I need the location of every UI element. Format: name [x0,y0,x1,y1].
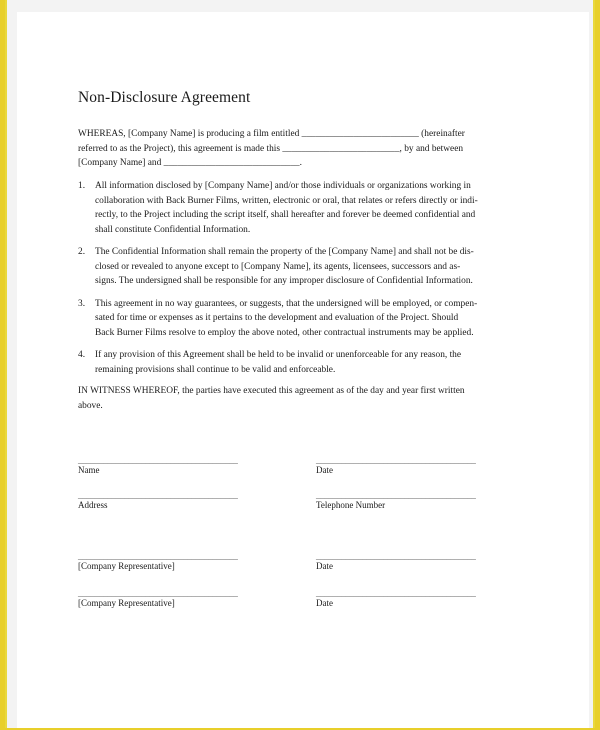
signature-label-company-rep: [Company Representative] [78,561,175,571]
clause-number: 1. [78,181,86,191]
signature-block-telephone [316,490,476,511]
clause-line: Back Burner Films resolve to employ the above noted, other contractual instruments may be applied. [95,327,474,338]
clause-item [78,297,518,341]
signature-line: ______________________________________ [78,588,238,598]
signature-label-address: Address [78,500,108,510]
clause-number: 4. [78,350,86,360]
signature-line: ______________________________________ [316,551,476,561]
clause-line: shall constitute Confidential Information. [95,224,251,235]
intro-line: referred to as the Project), this agreement is made this _________________________, by and between [78,143,464,154]
signature-block-company-rep [78,588,238,609]
document-title: Non-Disclosure Agreement [78,89,251,106]
signature-block-name [78,455,238,476]
clause-number: 2. [78,247,86,257]
clause-list [78,179,518,385]
intro-line: [Company Name] and _____________________________. [78,158,302,168]
clause-line: signs. The undersigned shall be responsible for any improper disclosure of Confidential Information. [95,276,473,286]
intro-paragraph [78,127,508,171]
signature-label-date: Date [316,465,333,475]
signature-block-address [78,490,238,511]
clause-line: This agreement in no way guarantees, or suggests, that the undersigned will be employed, or compen- [95,298,478,309]
clause-item [78,179,518,237]
signature-label-company-rep: [Company Representative] [78,598,175,608]
signature-label-date: Date [316,598,333,608]
witness-line: IN WITNESS WHEREOF, the parties have executed this agreement as of the day and year first written [78,386,465,396]
signature-label-name: Name [78,465,100,475]
clause-line: rectly, to the Project including the script itself, shall hereafter and forever be deemed confidential and [95,210,476,220]
clause-line: closed or revealed to anyone except to [Company Name], its agents, licensees, successors and as- [95,261,461,272]
clause-line: remaining provisions shall continue to be valid and enforceable. [95,364,336,375]
signature-line: ______________________________________ [316,455,476,465]
signature-line: ______________________________________ [316,490,476,500]
intro-line: WHEREAS, [Company Name] is producing a film entitled _________________________ (hereinafter [78,129,465,139]
signature-label-telephone: Telephone Number [316,500,386,510]
clause-line: All information disclosed by [Company Name] and/or those individuals or organizations working in [95,181,471,191]
signature-label-date: Date [316,561,333,571]
signature-block-date [316,551,476,572]
witness-line: above. [78,400,103,411]
signature-line: ______________________________________ [316,588,476,598]
signature-line: ______________________________________ [78,551,238,561]
clause-line: collaboration with Back Burner Films, written, electronic or oral, that relates or refers directly or indi- [95,195,478,206]
signature-line: ______________________________________ [78,455,238,465]
witness-paragraph [78,384,518,413]
clause-line: If any provision of this Agreement shall be held to be invalid or unenforceable for any reason, the [95,350,462,360]
signature-line: ______________________________________ [78,490,238,500]
signature-block-date [316,455,476,476]
signature-block-company-rep [78,551,238,572]
signature-block-date [316,588,476,609]
clause-line: sated for time or expenses as it pertains to the development and evaluation of the Project. Should [95,313,459,323]
clause-item [78,348,518,377]
clause-item [78,245,518,289]
clause-number: 3. [78,298,86,309]
clause-line: The Confidential Information shall remain the property of the [Company Name] and shall not be dis- [95,247,474,257]
